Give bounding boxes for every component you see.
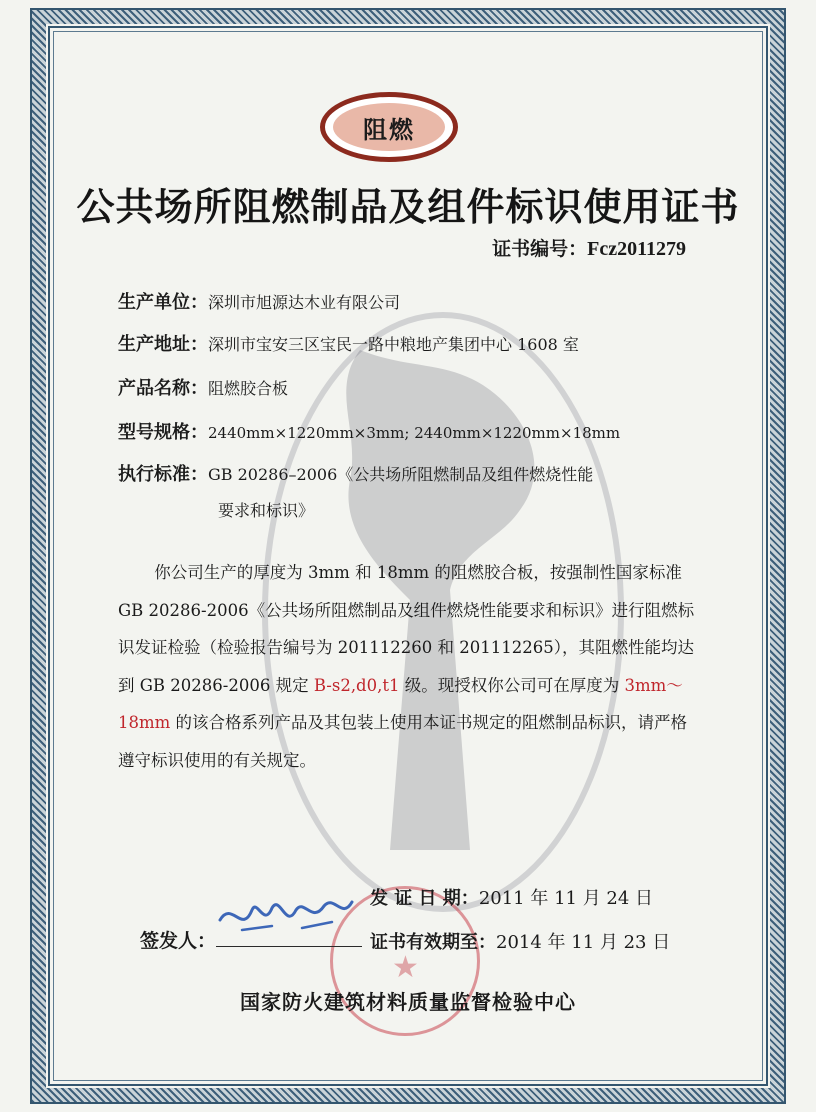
field-standard bbox=[118, 460, 593, 486]
field-standard-continuation: 要求和标识》 bbox=[218, 501, 315, 520]
issue-date-label: 发 证 日 期： bbox=[370, 888, 479, 909]
fire-retardant-logo bbox=[320, 92, 458, 162]
certificate-body bbox=[118, 554, 698, 779]
body-paragraph bbox=[118, 554, 698, 779]
field-product-name bbox=[118, 374, 288, 400]
field-value: 深圳市旭源达木业有限公司 bbox=[208, 293, 401, 312]
field-value: 2440mm×1220mm×3mm; 2440mm×1220mm×18mm bbox=[208, 424, 621, 442]
expiry-date-value: 2014 年 11 月 23 日 bbox=[496, 932, 671, 953]
certificate-number-label: 证书编号： bbox=[492, 238, 588, 260]
field-address bbox=[118, 330, 579, 356]
logo-text: 阻燃 bbox=[333, 103, 445, 151]
body-text-part2: 级。现授权你公司可在厚度为 bbox=[399, 675, 625, 695]
body-text-part3: 的该合格系列产品及其包装上使用本证书规定的阻燃制品标识，请严格遵守标识使用的有关规定。 bbox=[118, 713, 688, 770]
field-label: 产品名称： bbox=[118, 378, 208, 399]
issue-date bbox=[370, 884, 653, 910]
certificate-number-value: Fcz2011279 bbox=[587, 238, 686, 260]
signer-label: 签发人： bbox=[140, 930, 217, 952]
expiry-date bbox=[370, 928, 670, 954]
field-specification bbox=[118, 418, 620, 444]
issue-date-value: 2011 年 11 月 24 日 bbox=[478, 888, 654, 909]
certificate-number bbox=[492, 234, 686, 261]
seal-star-icon: ★ bbox=[392, 950, 419, 985]
field-label: 执行标准： bbox=[118, 464, 208, 485]
field-value: 深圳市宝安三区宝民一路中粮地产集团中心 1608 室 bbox=[208, 335, 579, 354]
field-label: 型号规格： bbox=[118, 422, 208, 443]
field-label: 生产单位： bbox=[118, 292, 208, 313]
handwritten-signature bbox=[212, 880, 372, 950]
field-label: 生产地址： bbox=[118, 334, 208, 355]
fire-rating-grade: B-s2,d0,t1 bbox=[313, 675, 400, 695]
expiry-date-label: 证书有效期至： bbox=[370, 932, 496, 953]
field-manufacturer bbox=[118, 288, 400, 314]
field-value: GB 20286–2006《公共场所阻燃制品及组件燃烧性能 bbox=[208, 465, 594, 484]
issuing-authority: 国家防火建筑材料质量监督检验中心 bbox=[240, 990, 576, 1014]
field-value: 阻燃胶合板 bbox=[208, 379, 289, 398]
thickness-range: 3mm～18mm bbox=[118, 675, 683, 732]
signature-line bbox=[216, 946, 362, 947]
certificate-title: 公共场所阻燃制品及组件标识使用证书 bbox=[76, 185, 740, 229]
body-text-part1: 你公司生产的厚度为 3mm 和 18mm 的阻燃胶合板，按强制性国家标准 GB 20286-2006《公共场所阻燃制品及组件燃烧性能要求和标识》进行阻燃标识发证检验（检验报告编号为 201112260 和 201112265），其阻燃性能均达到 GB 20286-2006 规定 bbox=[118, 563, 695, 695]
